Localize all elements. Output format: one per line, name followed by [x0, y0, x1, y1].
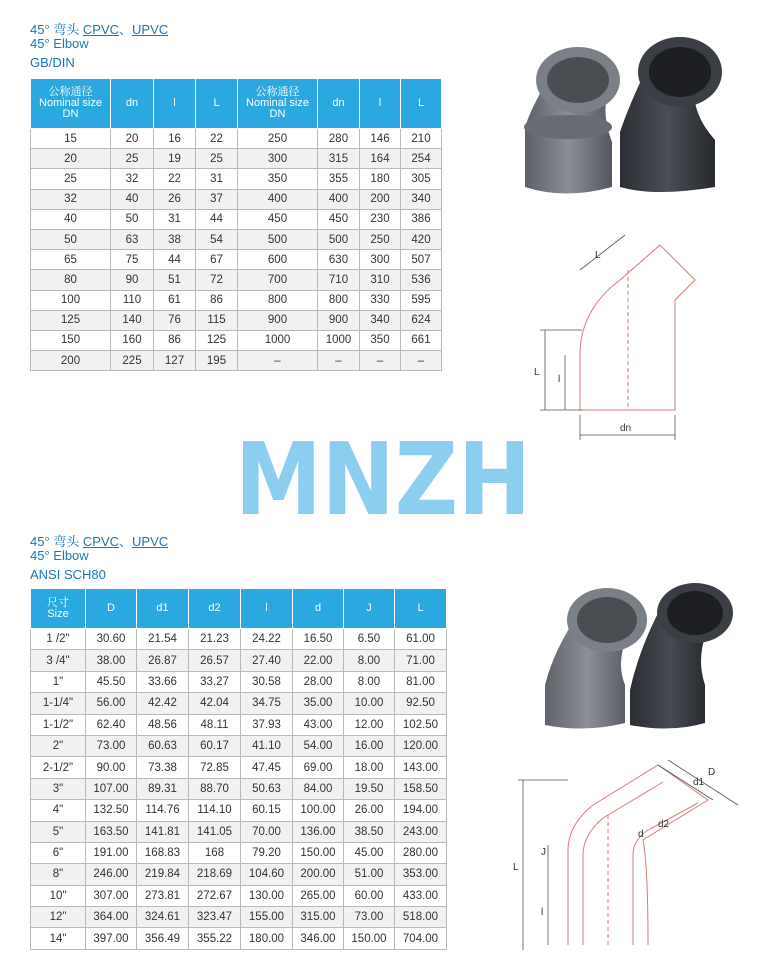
table-cell: 364.00: [86, 907, 137, 928]
elbow-photo-ansi: [545, 575, 745, 735]
table-cell: 73.00: [344, 907, 395, 928]
table-cell: 100: [31, 290, 111, 310]
table-header-row: [31, 79, 442, 129]
table-cell: 265.00: [293, 885, 344, 906]
table-cell: 73.38: [137, 757, 189, 778]
diagram-label-d1: d1: [693, 777, 705, 788]
header-L: L: [196, 79, 238, 129]
header-size: 尺寸 Size: [31, 589, 86, 629]
table-row: [31, 229, 442, 249]
table-cell: 34.75: [241, 693, 293, 714]
table-cell: 136.00: [293, 821, 344, 842]
table-cell: 700: [238, 270, 318, 290]
table-cell: 110: [111, 290, 154, 310]
section1-header: [30, 23, 168, 70]
table-cell: 48.56: [137, 714, 189, 735]
table-cell: 72: [196, 270, 238, 290]
table-cell: 250: [238, 129, 318, 149]
table-row: [31, 800, 447, 821]
table-cell: 25: [31, 169, 111, 189]
table-cell: 150: [31, 330, 111, 350]
table-cell: 69.00: [293, 757, 344, 778]
table-cell: 225: [111, 351, 154, 371]
section1-title-en: 45° Elbow: [30, 36, 89, 51]
table-cell: 60.63: [137, 735, 189, 756]
table-cell: 330: [360, 290, 401, 310]
table-cell: 30.58: [241, 671, 293, 692]
table-row: [31, 129, 442, 149]
table-cell: 42.42: [137, 693, 189, 714]
table-cell: 60.00: [344, 885, 395, 906]
table-cell: 40: [111, 189, 154, 209]
table-cell: 45.00: [344, 842, 395, 863]
diagram-label-L: L: [534, 367, 540, 378]
table-cell: 25: [111, 149, 154, 169]
table-row: [31, 351, 442, 371]
gbdin-spec-table: [30, 78, 442, 371]
table-cell: 536: [401, 270, 442, 290]
table-cell: 1-1/4": [31, 693, 86, 714]
section2-standard: ANSI SCH80: [30, 567, 106, 582]
table-cell: 47.45: [241, 757, 293, 778]
table-cell: 3": [31, 778, 86, 799]
table-cell: 114.10: [189, 800, 241, 821]
table-cell: 79.20: [241, 842, 293, 863]
table-cell: 243.00: [395, 821, 447, 842]
table-cell: 246.00: [86, 864, 137, 885]
table-cell: 20: [31, 149, 111, 169]
table-cell: 86: [196, 290, 238, 310]
table-cell: 84.00: [293, 778, 344, 799]
table-cell: 26.57: [189, 650, 241, 671]
table-row: [31, 629, 447, 650]
table-cell: 219.84: [137, 864, 189, 885]
table-cell: 21.23: [189, 629, 241, 650]
table-cell: 194.00: [395, 800, 447, 821]
table-cell: 71.00: [395, 650, 447, 671]
table-cell: 107.00: [86, 778, 137, 799]
table-cell: 22: [196, 129, 238, 149]
table-cell: –: [401, 351, 442, 371]
table-cell: 51: [154, 270, 196, 290]
header-l: l: [360, 79, 401, 129]
table-cell: 4": [31, 800, 86, 821]
table-cell: 38.00: [86, 650, 137, 671]
table-cell: 28.00: [293, 671, 344, 692]
header-nominal-size: 公称通径 Nominal size DN: [31, 79, 111, 129]
table-cell: 37.93: [241, 714, 293, 735]
table-cell: 42.04: [189, 693, 241, 714]
table-cell: 800: [318, 290, 360, 310]
table-cell: 280: [318, 129, 360, 149]
table-cell: 518.00: [395, 907, 447, 928]
table-cell: 16.00: [344, 735, 395, 756]
table-cell: 43.00: [293, 714, 344, 735]
table-cell: 350: [238, 169, 318, 189]
table-cell: 355: [318, 169, 360, 189]
table-cell: 88.70: [189, 778, 241, 799]
table-cell: 433.00: [395, 885, 447, 906]
table-cell: 630: [318, 250, 360, 270]
table-cell: 125: [196, 330, 238, 350]
table-cell: 315: [318, 149, 360, 169]
header-l: l: [154, 79, 196, 129]
table-cell: 75: [111, 250, 154, 270]
table-cell: 54: [196, 229, 238, 249]
table-cell: 661: [401, 330, 442, 350]
table-cell: 507: [401, 250, 442, 270]
table-cell: 18.00: [344, 757, 395, 778]
table-cell: 89.31: [137, 778, 189, 799]
table-cell: 180: [360, 169, 401, 189]
table-cell: 37: [196, 189, 238, 209]
table-cell: 323.47: [189, 907, 241, 928]
table-cell: 800: [238, 290, 318, 310]
table-cell: 60.15: [241, 800, 293, 821]
diagram-label-L-top: L: [595, 250, 601, 261]
table-cell: 155.00: [241, 907, 293, 928]
table-row: [31, 928, 447, 949]
table-cell: 6": [31, 842, 86, 863]
table-cell: 195: [196, 351, 238, 371]
table-cell: 500: [238, 229, 318, 249]
table-cell: 10": [31, 885, 86, 906]
table-row: [31, 310, 442, 330]
table-cell: 14": [31, 928, 86, 949]
table-cell: 104.60: [241, 864, 293, 885]
table-cell: 100.00: [293, 800, 344, 821]
table-cell: 168: [189, 842, 241, 863]
table-cell: 81.00: [395, 671, 447, 692]
table-cell: 3 /4": [31, 650, 86, 671]
elbow-diagram-ansi: [508, 755, 748, 955]
table-cell: 86: [154, 330, 196, 350]
table-cell: 12.00: [344, 714, 395, 735]
table-row: [31, 714, 447, 735]
table-cell: 356.49: [137, 928, 189, 949]
table-cell: 355.22: [189, 928, 241, 949]
table-cell: 5": [31, 821, 86, 842]
table-cell: 450: [238, 209, 318, 229]
table-cell: 305: [401, 169, 442, 189]
diagram-label-l: l: [541, 907, 544, 918]
table-cell: –: [238, 351, 318, 371]
table-cell: 56.00: [86, 693, 137, 714]
table-cell: 16: [154, 129, 196, 149]
header-d1: d1: [137, 589, 189, 629]
table-cell: 160: [111, 330, 154, 350]
ansi-table-body: [31, 629, 447, 950]
table-cell: 25: [196, 149, 238, 169]
table-cell: 600: [238, 250, 318, 270]
table-cell: 12": [31, 907, 86, 928]
table-row: [31, 330, 442, 350]
table-cell: 60.17: [189, 735, 241, 756]
table-cell: 400: [318, 189, 360, 209]
header-nominal-size: 公称通径 Nominal size DN: [238, 79, 318, 129]
table-cell: 180.00: [241, 928, 293, 949]
table-cell: 310: [360, 270, 401, 290]
header-J: J: [344, 589, 395, 629]
table-cell: 146: [360, 129, 401, 149]
table-row: [31, 209, 442, 229]
diagram-label-d: d: [638, 829, 644, 840]
table-cell: 16.50: [293, 629, 344, 650]
table-row: [31, 189, 442, 209]
table-cell: 32: [31, 189, 111, 209]
table-cell: 33.66: [137, 671, 189, 692]
table-cell: 324.61: [137, 907, 189, 928]
header-D: D: [86, 589, 137, 629]
table-cell: 158.50: [395, 778, 447, 799]
table-cell: 125: [31, 310, 111, 330]
mnzh-logo: [233, 421, 533, 538]
table-cell: 150.00: [293, 842, 344, 863]
header-L: L: [395, 589, 447, 629]
table-cell: 250: [360, 229, 401, 249]
table-cell: 353.00: [395, 864, 447, 885]
table-cell: 73.00: [86, 735, 137, 756]
table-cell: 1 /2": [31, 629, 86, 650]
diagram-label-dn: dn: [620, 423, 632, 434]
table-cell: 200: [360, 189, 401, 209]
table-cell: 1": [31, 671, 86, 692]
table-cell: –: [360, 351, 401, 371]
table-row: [31, 907, 447, 928]
table-cell: 595: [401, 290, 442, 310]
table-cell: 340: [401, 189, 442, 209]
table-cell: 50: [111, 209, 154, 229]
table-cell: 340: [360, 310, 401, 330]
table-cell: 38.50: [344, 821, 395, 842]
table-cell: 26.87: [137, 650, 189, 671]
table-cell: 27.40: [241, 650, 293, 671]
table-cell: 143.00: [395, 757, 447, 778]
header-dn: dn: [111, 79, 154, 129]
table-cell: 272.67: [189, 885, 241, 906]
table-cell: 200: [31, 351, 111, 371]
table-cell: 62.40: [86, 714, 137, 735]
table-cell: 2": [31, 735, 86, 756]
diagram-label-L: L: [513, 862, 519, 873]
table-cell: 900: [238, 310, 318, 330]
header-dn: dn: [318, 79, 360, 129]
table-cell: 40: [31, 209, 111, 229]
table-cell: 230: [360, 209, 401, 229]
table-row: [31, 778, 447, 799]
section2-header: [30, 535, 168, 582]
table-cell: 500: [318, 229, 360, 249]
table-cell: 8.00: [344, 650, 395, 671]
table-cell: 67: [196, 250, 238, 270]
table-cell: 350: [360, 330, 401, 350]
table-cell: 210: [401, 129, 442, 149]
table-cell: 32: [111, 169, 154, 189]
table-cell: 1000: [238, 330, 318, 350]
table-cell: 254: [401, 149, 442, 169]
table-cell: 164: [360, 149, 401, 169]
table-row: [31, 290, 442, 310]
table-cell: 38: [154, 229, 196, 249]
gbdin-table-body: [31, 129, 442, 371]
table-cell: 72.85: [189, 757, 241, 778]
table-cell: 315.00: [293, 907, 344, 928]
ansi-spec-table: [30, 588, 447, 950]
table-cell: 191.00: [86, 842, 137, 863]
svg-text:MNZH: MNZH: [235, 421, 531, 538]
table-cell: 22: [154, 169, 196, 189]
table-cell: 218.69: [189, 864, 241, 885]
header-L: L: [401, 79, 442, 129]
table-cell: 70.00: [241, 821, 293, 842]
table-cell: 132.50: [86, 800, 137, 821]
table-cell: –: [318, 351, 360, 371]
table-row: [31, 650, 447, 671]
table-cell: 92.50: [395, 693, 447, 714]
table-cell: 54.00: [293, 735, 344, 756]
table-cell: 1-1/2": [31, 714, 86, 735]
diagram-label-D: D: [708, 767, 716, 778]
table-row: [31, 864, 447, 885]
table-cell: 30.60: [86, 629, 137, 650]
table-row: [31, 693, 447, 714]
table-cell: 1000: [318, 330, 360, 350]
header-l: l: [241, 589, 293, 629]
header-d: d: [293, 589, 344, 629]
table-cell: 61: [154, 290, 196, 310]
table-cell: 8.00: [344, 671, 395, 692]
table-cell: 102.50: [395, 714, 447, 735]
table-row: [31, 735, 447, 756]
table-cell: 61.00: [395, 629, 447, 650]
table-cell: 704.00: [395, 928, 447, 949]
table-cell: 90.00: [86, 757, 137, 778]
table-cell: 44: [154, 250, 196, 270]
table-cell: 150.00: [344, 928, 395, 949]
table-cell: 19.50: [344, 778, 395, 799]
section2-title-en: 45° Elbow: [30, 548, 89, 563]
table-cell: 307.00: [86, 885, 137, 906]
table-cell: 450: [318, 209, 360, 229]
table-row: [31, 842, 447, 863]
table-row: [31, 250, 442, 270]
table-cell: 26.00: [344, 800, 395, 821]
header-d2: d2: [189, 589, 241, 629]
table-cell: 127: [154, 351, 196, 371]
table-cell: 6.50: [344, 629, 395, 650]
table-cell: 44: [196, 209, 238, 229]
table-cell: 33.27: [189, 671, 241, 692]
table-cell: 130.00: [241, 885, 293, 906]
section1-title-cn: 45° 弯头 CPVC、UPVC: [30, 22, 169, 37]
table-cell: 386: [401, 209, 442, 229]
table-cell: 141.81: [137, 821, 189, 842]
table-cell: 420: [401, 229, 442, 249]
table-row: [31, 885, 447, 906]
table-cell: 19: [154, 149, 196, 169]
table-cell: 2-1/2": [31, 757, 86, 778]
section1-standard: GB/DIN: [30, 55, 75, 70]
table-row: [31, 169, 442, 189]
elbow-photo-gbdin: [520, 22, 750, 207]
table-cell: 163.50: [86, 821, 137, 842]
table-row: [31, 149, 442, 169]
table-cell: 200.00: [293, 864, 344, 885]
table-cell: 273.81: [137, 885, 189, 906]
diagram-label-J: J: [541, 847, 546, 858]
section2-title-cn: 45° 弯头 CPVC、UPVC: [30, 534, 169, 549]
table-cell: 115: [196, 310, 238, 330]
table-cell: 397.00: [86, 928, 137, 949]
table-cell: 22.00: [293, 650, 344, 671]
diagram-label-l: l: [558, 374, 561, 385]
table-cell: 41.10: [241, 735, 293, 756]
table-cell: 300: [238, 149, 318, 169]
table-cell: 346.00: [293, 928, 344, 949]
table-cell: 900: [318, 310, 360, 330]
table-cell: 51.00: [344, 864, 395, 885]
table-cell: 31: [196, 169, 238, 189]
table-cell: 624: [401, 310, 442, 330]
table-cell: 26: [154, 189, 196, 209]
table-row: [31, 757, 447, 778]
table-cell: 141.05: [189, 821, 241, 842]
table-cell: 35.00: [293, 693, 344, 714]
table-cell: 80: [31, 270, 111, 290]
table-header-row: [31, 589, 447, 629]
table-cell: 21.54: [137, 629, 189, 650]
table-cell: 50: [31, 229, 111, 249]
table-cell: 710: [318, 270, 360, 290]
table-cell: 24.22: [241, 629, 293, 650]
table-row: [31, 270, 442, 290]
table-cell: 90: [111, 270, 154, 290]
elbow-diagram-gbdin: [520, 220, 720, 445]
diagram-label-d2: d2: [658, 819, 670, 830]
table-cell: 10.00: [344, 693, 395, 714]
table-cell: 50.63: [241, 778, 293, 799]
table-cell: 114.76: [137, 800, 189, 821]
table-cell: 31: [154, 209, 196, 229]
table-cell: 48.11: [189, 714, 241, 735]
table-cell: 168.83: [137, 842, 189, 863]
table-cell: 280.00: [395, 842, 447, 863]
table-cell: 15: [31, 129, 111, 149]
table-cell: 300: [360, 250, 401, 270]
table-cell: 65: [31, 250, 111, 270]
table-cell: 8": [31, 864, 86, 885]
table-cell: 120.00: [395, 735, 447, 756]
table-cell: 400: [238, 189, 318, 209]
table-cell: 45.50: [86, 671, 137, 692]
table-cell: 63: [111, 229, 154, 249]
table-cell: 76: [154, 310, 196, 330]
table-row: [31, 821, 447, 842]
table-cell: 140: [111, 310, 154, 330]
table-row: [31, 671, 447, 692]
table-cell: 20: [111, 129, 154, 149]
